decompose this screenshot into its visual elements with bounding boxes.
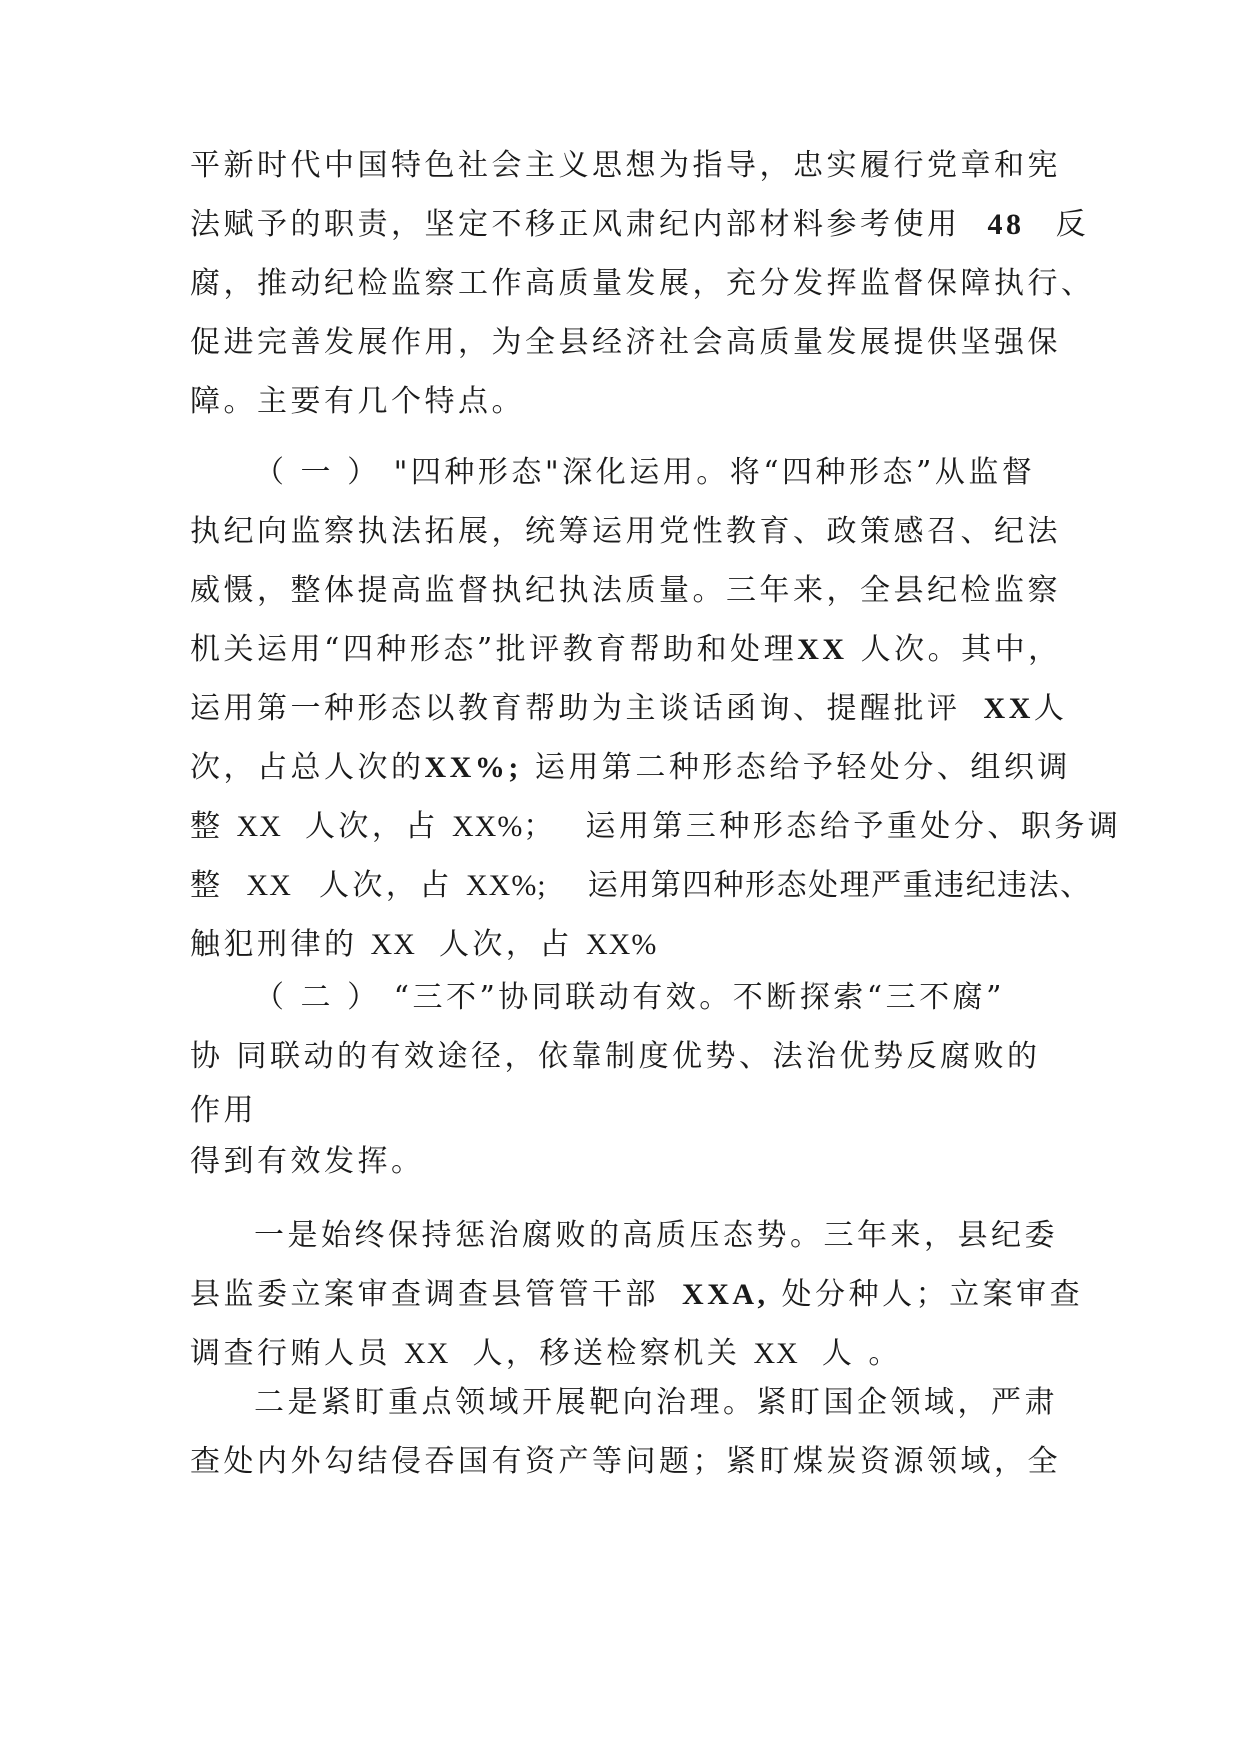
text-segment: 人次，占: [304, 809, 439, 844]
text-segment: 次，占总人次的: [190, 750, 425, 785]
text-line: 障。主要有几个特点。: [190, 384, 525, 419]
text-segment: 整: [190, 809, 224, 844]
placeholder-value: XXA,: [682, 1278, 769, 1311]
text-segment: 法赋予的职责，坚定不移正风肃纪内部材料参考使用: [190, 207, 961, 242]
text-segment: 反: [1055, 207, 1090, 242]
text-line: 查处内外勾结侵吞国有资产等问题；紧盯煤炭资源领域，全: [190, 1444, 1061, 1479]
text-segment: 处分种人；立案审查: [781, 1277, 1084, 1312]
placeholder-value: XX: [370, 928, 416, 961]
paragraph-four-forms: [190, 443, 1122, 974]
text-segment: 调查行贿人员: [190, 1336, 391, 1371]
paragraph-three-nots: [190, 968, 1070, 1188]
placeholder-value: XX: [236, 810, 282, 843]
paragraph-intro: [190, 136, 1095, 431]
text-line: [190, 195, 1090, 254]
text-segment: 运用第二种形态给予轻处分、组织调: [534, 750, 1071, 785]
text-segment: 人 。: [821, 1336, 902, 1371]
text-segment: 人次。其中，: [860, 632, 1062, 667]
paragraph-targeted-governance: [190, 1373, 1070, 1491]
text-line: 得到有效发挥。: [190, 1144, 425, 1179]
text-segment: 触犯刑律的: [190, 927, 358, 962]
text-segment: 整: [190, 868, 224, 903]
text-line: [190, 1265, 1084, 1324]
placeholder-value: XX%;: [424, 751, 522, 784]
text-segment: 运用第三种形态给予重处分、职务调: [585, 809, 1122, 844]
text-line: [190, 620, 1070, 679]
placeholder-value: XX%: [585, 928, 658, 961]
placeholder-value: XX: [246, 869, 292, 902]
text-segment: 运用第四种形态处理严重违纪违法、: [587, 868, 1092, 903]
paragraph-punishing-corruption: [190, 1206, 1084, 1383]
text-line: 作用: [190, 1093, 257, 1128]
text-segment: 人: [1033, 691, 1068, 726]
page-number-marker: 48: [987, 208, 1025, 241]
placeholder-value: XX%;: [465, 869, 547, 902]
text-line: [190, 797, 1122, 856]
placeholder-value: XX: [404, 1337, 450, 1370]
text-line: 平新时代中国特色社会主义思想为指导，忠实履行党章和宪: [190, 148, 1061, 183]
text-line: 执纪向监察执法拓展，统筹运用党性教育、政策感召、纪法: [190, 514, 1061, 549]
text-line: 促进完善发展作用，为全县经济社会高质量发展提供坚强保: [190, 325, 1061, 360]
placeholder-value: XX: [797, 633, 848, 666]
text-line: [190, 738, 1070, 797]
text-segment: 运用第一种形态以教育帮助为主谈话函询、提醒批评: [190, 691, 961, 726]
text-line: 协 同联动的有效途径，依靠制度优势、法治优势反腐败的: [190, 1039, 1041, 1074]
text-line: 二是紧盯重点领域开展靶向治理。紧盯国企领域，严肃: [254, 1385, 1058, 1420]
placeholder-value: XX: [753, 1337, 799, 1370]
text-line: 腐，推动纪检监察工作高质量发展，充分发挥监督保障执行、: [190, 266, 1095, 301]
placeholder-value: XX: [983, 692, 1034, 725]
section-heading-line: （ 一 ） "四种形态"深化运用。将“四种形态”从监督: [254, 455, 1036, 490]
section-heading-line: （ 二 ） “三不”协同联动有效。不断探索“三不腐”: [254, 980, 1005, 1015]
placeholder-value: XX%；: [451, 810, 555, 843]
text-line: [190, 679, 1070, 738]
text-line: [190, 856, 1092, 915]
text-segment: 机关运用“四种形态”批评教育帮助和处理: [190, 632, 798, 667]
text-line: 一是始终保持惩治腐败的高质压态势。三年来，县纪委: [254, 1218, 1058, 1253]
text-segment: 县监委立案审查调查县管管干部: [190, 1277, 659, 1312]
text-segment: 人次，占: [438, 927, 573, 962]
text-segment: 人次，占: [318, 868, 453, 903]
text-line: [190, 915, 1070, 974]
text-line: 威慑，整体提高监督执纪执法质量。三年来，全县纪检监察: [190, 573, 1061, 608]
text-segment: 人，移送检察机关: [472, 1336, 741, 1371]
